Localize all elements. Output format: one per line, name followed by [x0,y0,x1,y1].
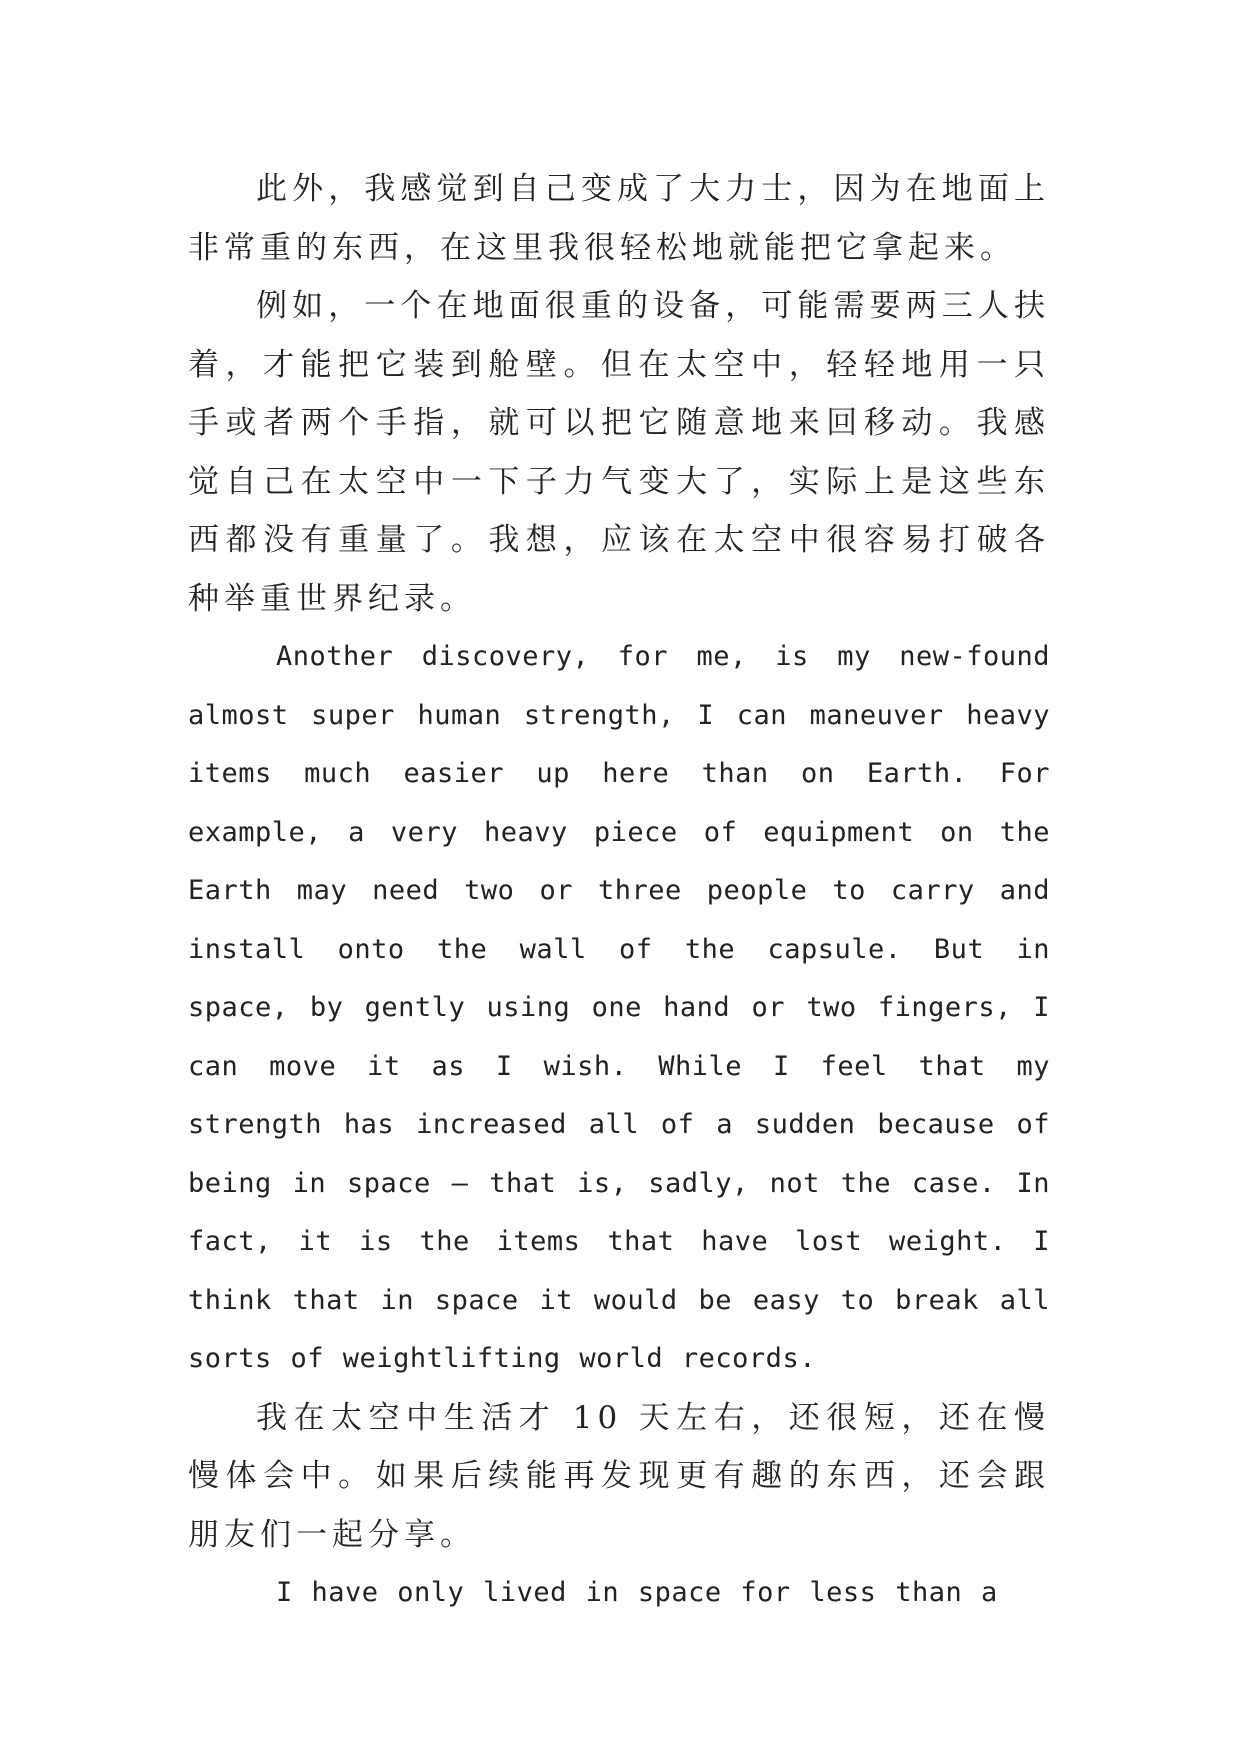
document-body [188,160,1050,1623]
paragraph-en-discovery: Another discovery, for me, is my new-found almost super human strength, I can maneuver heavy items much easier up here than on Earth. For example, a very heavy piece of equipment on the Earth may need two or three people to carry and install onto the wall of the capsule. But in space, by gently using one hand or two fingers, I can move it as I wish. While I feel that my strength has increased all of a sudden because of being in space – that is, sadly, not the case. In fact, it is the items that have lost weight. I think that in space it would be easy to break all sorts of weightlifting world records. [188,641,1050,1374]
paragraph-en-lived-in-space: I have only lived in space for less than a [276,1577,998,1608]
paragraph-zh-equipment-example: 例如，一个在地面很重的设备，可能需要两三人扶着，才能把它装到舱壁。但在太空中，轻轻地用一只手或者两个手指，就可以把它随意地来回移动。我感觉自己在太空中一下子力气变大了，实际上是这些东西都没有重量了。我想，应该在太空中很容易打破各种举重世界纪录。 [188,288,1050,617]
paragraph-zh-ten-days: 我在太空中生活才 10 天左右，还很短，还在慢慢体会中。如果后续能再发现更有趣的东西，还会跟朋友们一起分享。 [188,1399,1050,1553]
paragraph-zh-strength: 此外，我感觉到自己变成了大力士，因为在地面上非常重的东西，在这里我很轻松地就能把它拿起来。 [188,171,1050,266]
